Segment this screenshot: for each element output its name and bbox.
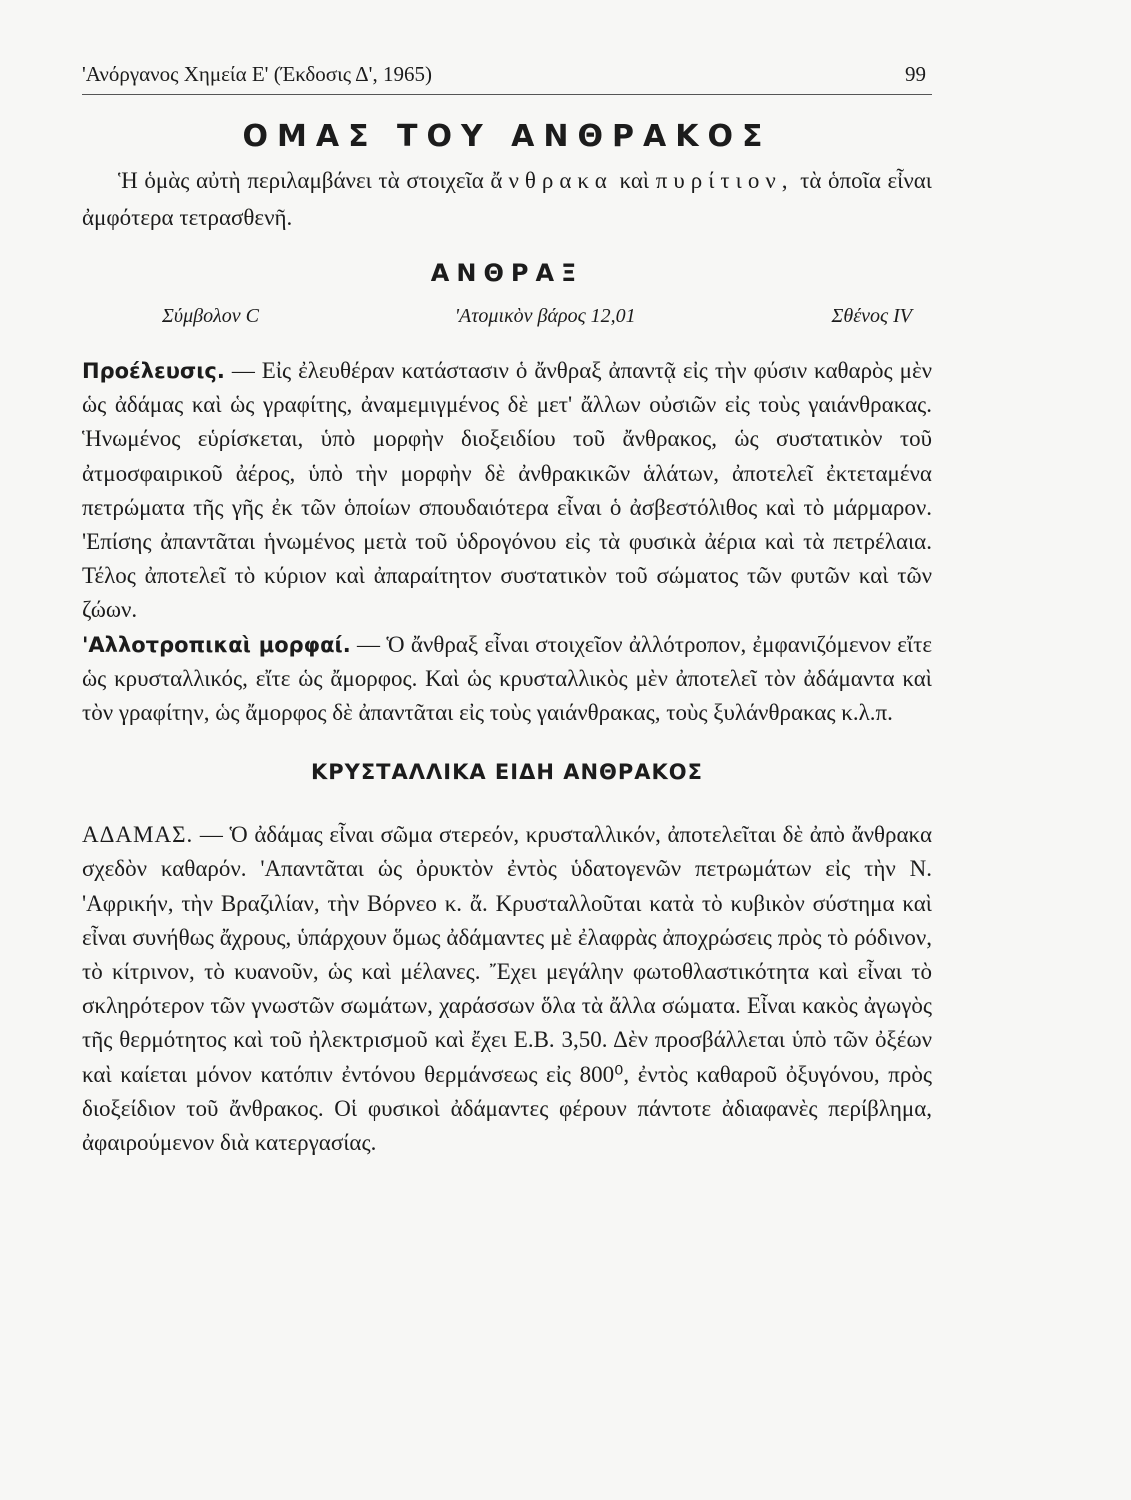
- occurrence-paragraph: [82, 354, 932, 628]
- diamond-paragraph: [82, 818, 932, 1160]
- section-title: ΟΜΑΣ ΤΟΥ ΑΝΘΡΑΚΟΣ: [242, 119, 772, 154]
- intro-silicon: πυρίτιον,: [655, 168, 794, 193]
- intro-paragraph: [82, 162, 932, 236]
- element-symbol: Σύμβολον C: [162, 305, 259, 327]
- page-number: 99: [905, 62, 926, 86]
- running-title: 'Ανόργανος Χημεία Ε' (Έκδοσις Δ', 1965): [82, 62, 432, 86]
- intro-text-mid: καὶ: [619, 168, 650, 193]
- running-head: [82, 62, 932, 95]
- occurrence-text: — Εἰς ἐλευθέραν κατάστασιν ὁ ἄνθραξ ἀπαντᾷ εἰς τὴν φύσιν καθαρὸς μὲν ὡς ἀδάμας καὶ ὡς γραφίτης, ἀναμεμιγμένος δὲ μετ' ἄλλων οὐσιῶν εἰς τοὺς γαιάνθρακας. Ἡνωμένος εὑρίσκεται, ὑπὸ μορφὴν διοξειδίου τοῦ ἄνθρακος, ὡς συστατικὸν τοῦ ἀτμοσφαιρικοῦ ἀέρος, ὑπὸ τὴν μορφὴν δὲ ἀνθρακικῶν ἁλάτων, ἀποτελεῖ ἐκτεταμένα πετρώματα τῆς γῆς ἐκ τῶν ὁποίων σπουδαιότερα εἶναι ὁ ἀσβεστόλιθος καὶ τὸ μάρμαρον. 'Επίσης ἀπαντᾶται ἡνωμένος μετὰ τοῦ ὑδρογόνου εἰς τὰ φυσικὰ ἀέρια καὶ τὰ πετρέλαια. Τέλος ἀποτελεῖ τὸ κύριον καὶ ἀπαραίτητον συστατικὸν τοῦ σώματος τῶν φυτῶν καὶ τῶν ζώων.: [82, 358, 933, 623]
- book-page: [82, 62, 932, 1160]
- diamond-text: — Ὁ ἀδάμας εἶναι σῶμα στερεόν, κρυσταλλικόν, ἀποτελεῖται δὲ ἀπὸ ἄνθρακα σχεδὸν καθαρόν. 'Απαντᾶται ὡς ὀρυκτὸν ἐντὸς ὑδατογενῶν πετρωμάτων εἰς τὴν Ν. 'Αφρικήν, τὴν Βραζιλίαν, τὴν Βόρνεο κ. ἄ. Κρυσταλλοῦται κατὰ τὸ κυβικὸν σύστημα καὶ εἶναι συνήθως ἄχρους, ὑπάρχουν ὅμως ἀδάμαντες μὲ ἐλαφρὰς ἀποχρώσεις πρὸς τὸ ρόδινον, τὸ κίτρινον, τὸ κυανοῦν, ὡς καὶ μέλανες. Ἔχει μεγάλην φωτοθλαστικότητα καὶ εἶναι τὸ σκληρότερον τῶν γνωστῶν σωμάτων, χαράσσων ὅλα τὰ ἄλλα σώματα. Εἶναι κακὸς ἀγωγὸς τῆς θερμότητος καὶ τοῦ ἠλεκτρισμοῦ καὶ ἔχει Ε.Β. 3,50. Δὲν προσβάλλεται ὑπὸ τῶν ὀξέων καὶ καίεται μόνον κατόπιν ἐντόνου θερμάνσεως εἰς 800⁰, ἐντὸς καθαροῦ ὀξυγόνου, πρὸς διοξείδιον τοῦ ἄνθρακος. Οἱ φυσικοὶ ἀδάμαντες φέρουν πάντοτε ἀδιαφανὲς περίβλημα, ἀφαιρούμενον διὰ κατεργασίας.: [82, 822, 932, 1156]
- allotropes-text: — Ὁ ἄνθραξ εἶναι στοιχεῖον ἀλλότροπον, ἐμφανιζόμενον εἴτε ὡς κρυσταλλικός, εἴτε ὡς ἄμορφος. Καὶ ὡς κρυσταλλικὸς μὲν ἀποτελεῖ τὸν ἀδάμαντα καὶ τὸν γραφίτην, ὡς ἄμορφος δὲ ἀπαντᾶται εἰς τοὺς γαιάνθρακας, τοὺς ξυλάνθρακας κ.λ.π.: [82, 631, 932, 726]
- intro-text-before: Ἡ ὁμὰς αὐτὴ περιλαμβάνει τὰ στοιχεῖα: [118, 168, 484, 193]
- element-valence: Σθένος IV: [831, 305, 912, 327]
- occurrence-heading: Προέλευσις.: [82, 359, 225, 383]
- element-atomic-weight: 'Ατομικὸν βάρος 12,01: [454, 305, 636, 327]
- subsection-title: ΚΡΥΣΤΑΛΛΙΚΑ ΕΙΔΗ ΑΝΘΡΑΚΟΣ: [310, 760, 704, 785]
- diamond-heading: ΑΔΑΜΑΣ.: [82, 822, 194, 848]
- allotropes-heading: 'Αλλοτροπικαὶ μορφαί.: [82, 632, 351, 657]
- element-properties: [162, 305, 912, 328]
- element-title: ΑΝΘΡΑΞ: [430, 259, 584, 287]
- allotropes-paragraph: [82, 628, 932, 731]
- intro-carbon: ἄνθρακα: [490, 168, 613, 193]
- intro-text-after: τὰ ὁποῖα εἶναι ἀμφότερα τετρασθενῆ.: [82, 168, 932, 230]
